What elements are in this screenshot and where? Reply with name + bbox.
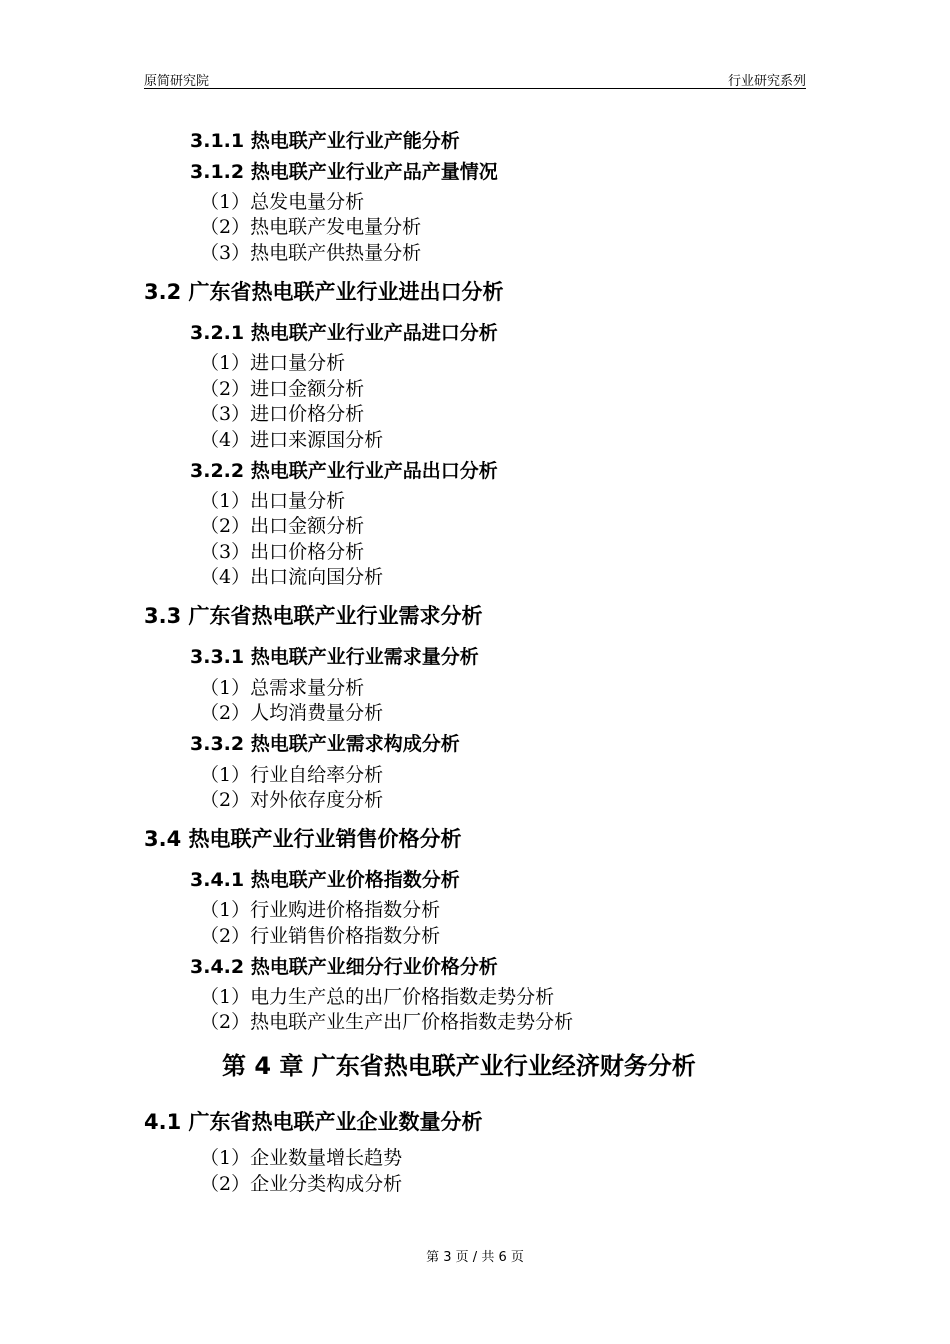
toc-item-line: （2）企业分类构成分析 bbox=[200, 1173, 403, 1195]
toc-item-line: （4）出口流向国分析 bbox=[200, 566, 384, 588]
toc-item-line: （2）进口金额分析 bbox=[200, 378, 365, 400]
toc-item-line: （2）行业销售价格指数分析 bbox=[200, 925, 441, 947]
toc-h3-line: 3.2.1 热电联产业行业产品进口分析 bbox=[190, 322, 498, 344]
toc-item-line: （1）出口量分析 bbox=[200, 490, 346, 512]
toc-chapter-line: 第 4 章 广东省热电联产业行业经济财务分析 bbox=[222, 1052, 696, 1080]
toc-item-line: （1）电力生产总的出厂价格指数走势分析 bbox=[200, 986, 555, 1008]
toc-item-line: （1）进口量分析 bbox=[200, 352, 346, 374]
toc-h3-line: 3.3.1 热电联产业行业需求量分析 bbox=[190, 646, 479, 668]
toc-item-line: （1）总需求量分析 bbox=[200, 677, 365, 699]
toc-h3-line: 3.3.2 热电联产业需求构成分析 bbox=[190, 733, 460, 755]
header-org: 原简研究院 bbox=[144, 74, 210, 89]
toc-item-line: （4）进口来源国分析 bbox=[200, 429, 384, 451]
toc-h3-line: 3.1.1 热电联产业行业产能分析 bbox=[190, 130, 460, 152]
toc-item-line: （2）热电联产发电量分析 bbox=[200, 216, 422, 238]
header-series: 行业研究系列 bbox=[727, 74, 806, 89]
toc-item-line: （3）进口价格分析 bbox=[200, 403, 365, 425]
toc-item-line: （1）总发电量分析 bbox=[200, 191, 365, 213]
page-header bbox=[144, 68, 806, 89]
toc-item-line: （3）出口价格分析 bbox=[200, 541, 365, 563]
toc-h3-line: 3.4.2 热电联产业细分行业价格分析 bbox=[190, 956, 498, 978]
toc-item-line: （2）热电联产业生产出厂价格指数走势分析 bbox=[200, 1011, 574, 1033]
toc-h2-line: 4.1 广东省热电联产业企业数量分析 bbox=[144, 1110, 483, 1134]
toc-item-line: （3）热电联产供热量分析 bbox=[200, 242, 422, 264]
toc-item-line: （2）对外依存度分析 bbox=[200, 789, 384, 811]
toc-h2-line: 3.3 广东省热电联产业行业需求分析 bbox=[144, 604, 483, 628]
toc-item-line: （2）出口金额分析 bbox=[200, 515, 365, 537]
toc-h2-line: 3.4 热电联产业行业销售价格分析 bbox=[144, 827, 462, 851]
toc-h3-line: 3.1.2 热电联产业行业产品产量情况 bbox=[190, 161, 498, 183]
toc-item-line: （1）行业购进价格指数分析 bbox=[200, 899, 441, 921]
toc-h3-line: 3.2.2 热电联产业行业产品出口分析 bbox=[190, 460, 498, 482]
toc-h2-line: 3.2 广东省热电联产业行业进出口分析 bbox=[144, 280, 504, 304]
toc-item-line: （1）行业自给率分析 bbox=[200, 764, 384, 786]
page-footer: 第 3 页 / 共 6 页 bbox=[426, 1250, 524, 1265]
toc-h3-line: 3.4.1 热电联产业价格指数分析 bbox=[190, 869, 460, 891]
toc-item-line: （2）人均消费量分析 bbox=[200, 702, 384, 724]
toc-item-line: （1）企业数量增长趋势 bbox=[200, 1147, 403, 1169]
